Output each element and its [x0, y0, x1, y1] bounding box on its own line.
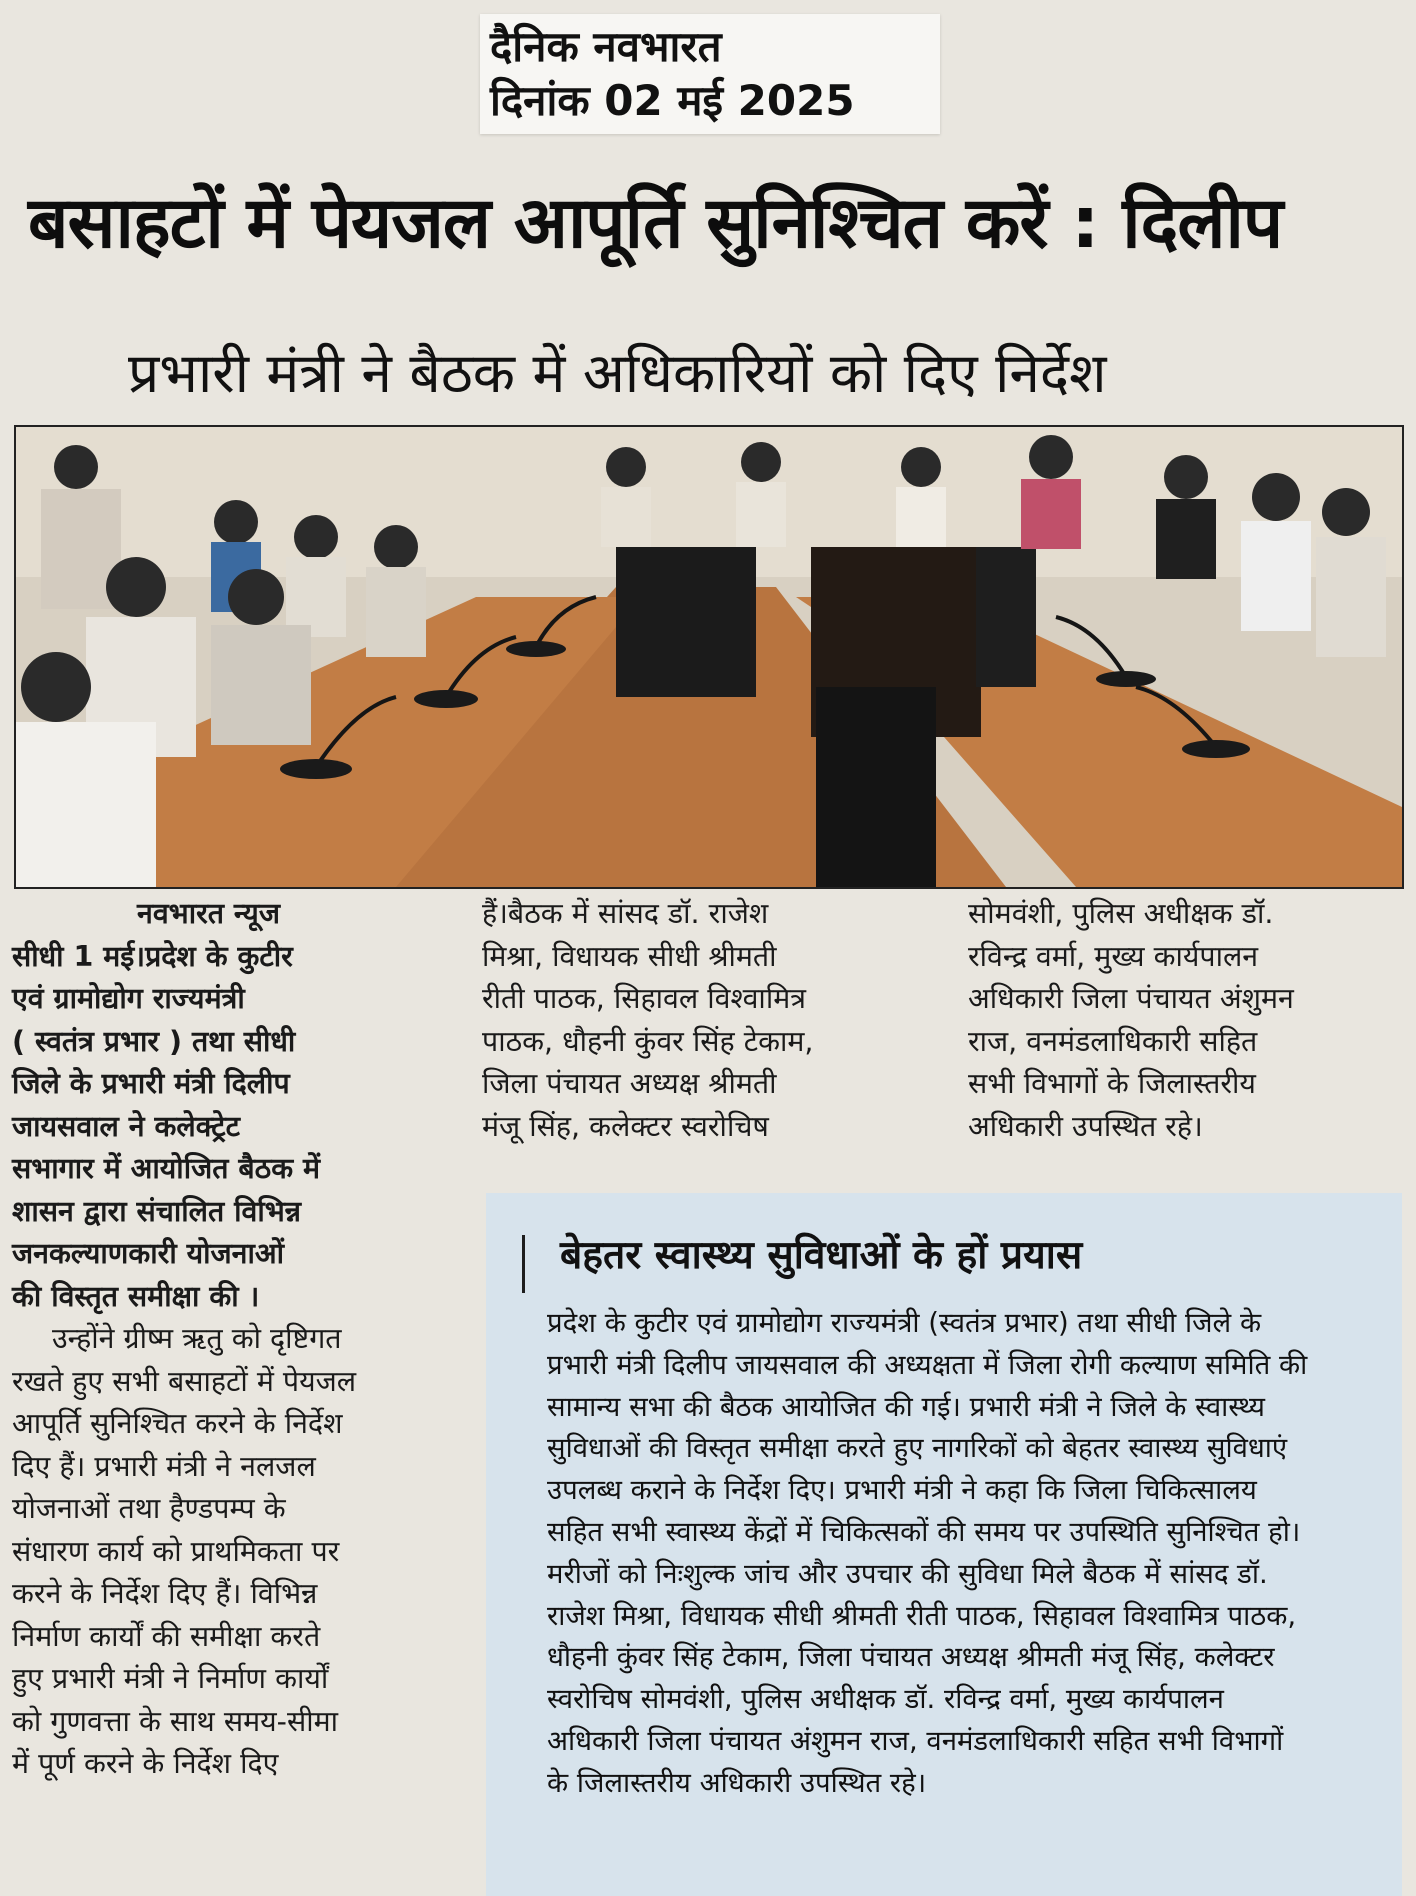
article-column-1 — [12, 893, 440, 1786]
article-line: अधिकारी जिला पंचायत अंशुमन — [968, 982, 1294, 1015]
box-line: के जिलास्तरीय अधिकारी उपस्थित रहे। — [547, 1766, 927, 1799]
clipping-label — [480, 14, 940, 134]
box-line: राजेश मिश्रा, विधायक सीधी श्रीमती रीती पाठक, सिहावल विश्वामित्र पाठक, — [547, 1599, 1297, 1632]
box-line: उपलब्ध कराने के निर्देश दिए। प्रभारी मंत्री ने कहा कि जिला चिकित्सालय — [547, 1474, 1257, 1507]
box-line: स्वरोचिष सोमवंशी, पुलिस अधीक्षक डॉ. रविन्द्र वर्मा, मुख्य कार्यपालन — [547, 1683, 1224, 1716]
article-line: में पूर्ण करने के निर्देश दिए — [12, 1747, 279, 1780]
article-line: रखते हुए सभी बसाहटों में पेयजल — [12, 1364, 357, 1398]
article-line: शासन द्वारा संचालित विभिन्न — [12, 1194, 302, 1228]
article-line: जनकल्याणकारी योजनाओं — [12, 1237, 285, 1270]
article-line: निर्माण कार्यों की समीक्षा करते — [12, 1619, 321, 1653]
meeting-photo — [14, 425, 1404, 889]
article-line: उन्होंने ग्रीष्म ऋतु को दृष्टिगत — [52, 1322, 342, 1355]
article-column-3 — [968, 893, 1398, 1148]
box-line: अधिकारी जिला पंचायत अंशुमन राज, वनमंडलाधिकारी सहित सभी विभागों — [547, 1724, 1284, 1757]
box-line: सामान्य सभा की बैठक आयोजित की गई। प्रभारी मंत्री ने जिले के स्वास्थ्य — [547, 1390, 1265, 1423]
article-line: जायसवाल ने कलेक्ट्रेट — [12, 1109, 241, 1143]
article-headline: बसाहटों में पेयजल आपूर्ति सुनिश्चित करें : दिलीप — [28, 181, 1283, 264]
article-line: एवं ग्रामोद्योग राज्यमंत्री — [12, 982, 245, 1015]
article-line: सोमवंशी, पुलिस अधीक्षक डॉ. — [968, 897, 1274, 930]
box-line: सुविधाओं की विस्तृत समीक्षा करते हुए नागरिकों को बेहतर स्वास्थ्य सुविधाएं — [547, 1432, 1288, 1465]
article-line: को गुणवत्ता के साथ समय-सीमा — [12, 1704, 339, 1738]
article-line: आपूर्ति सुनिश्चित करने के निर्देश — [12, 1407, 343, 1440]
article-line: योजनाओं तथा हैण्डपम्प के — [12, 1492, 286, 1525]
article-line: मंजू सिंह, कलेक्टर स्वरोचिष — [482, 1109, 769, 1143]
newspaper-name: दैनिक नवभारत — [490, 22, 722, 71]
article-line: रविन्द्र वर्मा, मुख्य कार्यपालन — [968, 939, 1259, 973]
article-line: सीधी 1 मई।प्रदेश के कुटीर — [12, 939, 293, 973]
sidebar-box-body — [547, 1303, 1367, 1805]
box-line: धौहनी कुंवर सिंह टेकाम, जिला पंचायत अध्यक्ष श्रीमती मंजू सिंह, कलेक्टर — [547, 1641, 1275, 1674]
article-line: अधिकारी उपस्थित रहे। — [968, 1109, 1203, 1143]
article-line: रीती पाठक, सिहावल विश्वामित्र — [482, 982, 806, 1015]
article-line: पाठक, धौहनी कुंवर सिंह टेकाम, — [482, 1024, 814, 1058]
sidebar-box-title: बेहतर स्वास्थ्य सुविधाओं के हों प्रयास — [560, 1233, 1083, 1278]
article-subheadline: प्रभारी मंत्री ने बैठक में अधिकारियों को दिए निर्देश — [128, 341, 1107, 405]
article-line: की विस्तृत समीक्षा की । — [12, 1279, 260, 1313]
article-column-2 — [482, 893, 922, 1148]
article-line: सभागार में आयोजित बैठक में — [12, 1152, 321, 1185]
clipping-date: दिनांक 02 मई 2025 — [490, 76, 855, 125]
article-line: दिए हैं। प्रभारी मंत्री ने नलजल — [12, 1449, 316, 1483]
article-line: सभी विभागों के जिलास्तरीय — [968, 1067, 1256, 1100]
box-line: सहित सभी स्वास्थ्य केंद्रों में चिकित्सकों की समय पर उपस्थिति सुनिश्चित हो। — [547, 1515, 1301, 1548]
article-line: जिला पंचायत अध्यक्ष श्रीमती — [482, 1067, 777, 1100]
article-line: करने के निर्देश दिए हैं। विभिन्न — [12, 1577, 318, 1610]
box-line: प्रदेश के कुटीर एवं ग्रामोद्योग राज्यमंत्री (स्वतंत्र प्रभार) तथा सीधी जिले के — [547, 1307, 1262, 1339]
box-line: मरीजों को निःशुल्क जांच और उपचार की सुविधा मिले बैठक में सांसद डॉ. — [547, 1557, 1268, 1590]
byline: नवभारत न्यूज — [137, 897, 280, 930]
article-line: जिले के प्रभारी मंत्री दिलीप — [12, 1067, 290, 1100]
article-line: हुए प्रभारी मंत्री ने निर्माण कार्यों — [12, 1662, 329, 1695]
article-line: ( स्वतंत्र प्रभार ) तथा सीधी — [12, 1024, 296, 1058]
article-line: हैं।बैठक में सांसद डॉ. राजेश — [482, 897, 769, 930]
article-line: मिश्रा, विधायक सीधी श्रीमती — [482, 939, 777, 973]
box-title-rule — [522, 1235, 525, 1293]
box-line: प्रभारी मंत्री दिलीप जायसवाल की अध्यक्षता में जिला रोगी कल्याण समिति की — [547, 1348, 1308, 1381]
article-line: संधारण कार्य को प्राथमिकता पर — [12, 1534, 340, 1568]
article-line: राज, वनमंडलाधिकारी सहित — [968, 1024, 1258, 1058]
